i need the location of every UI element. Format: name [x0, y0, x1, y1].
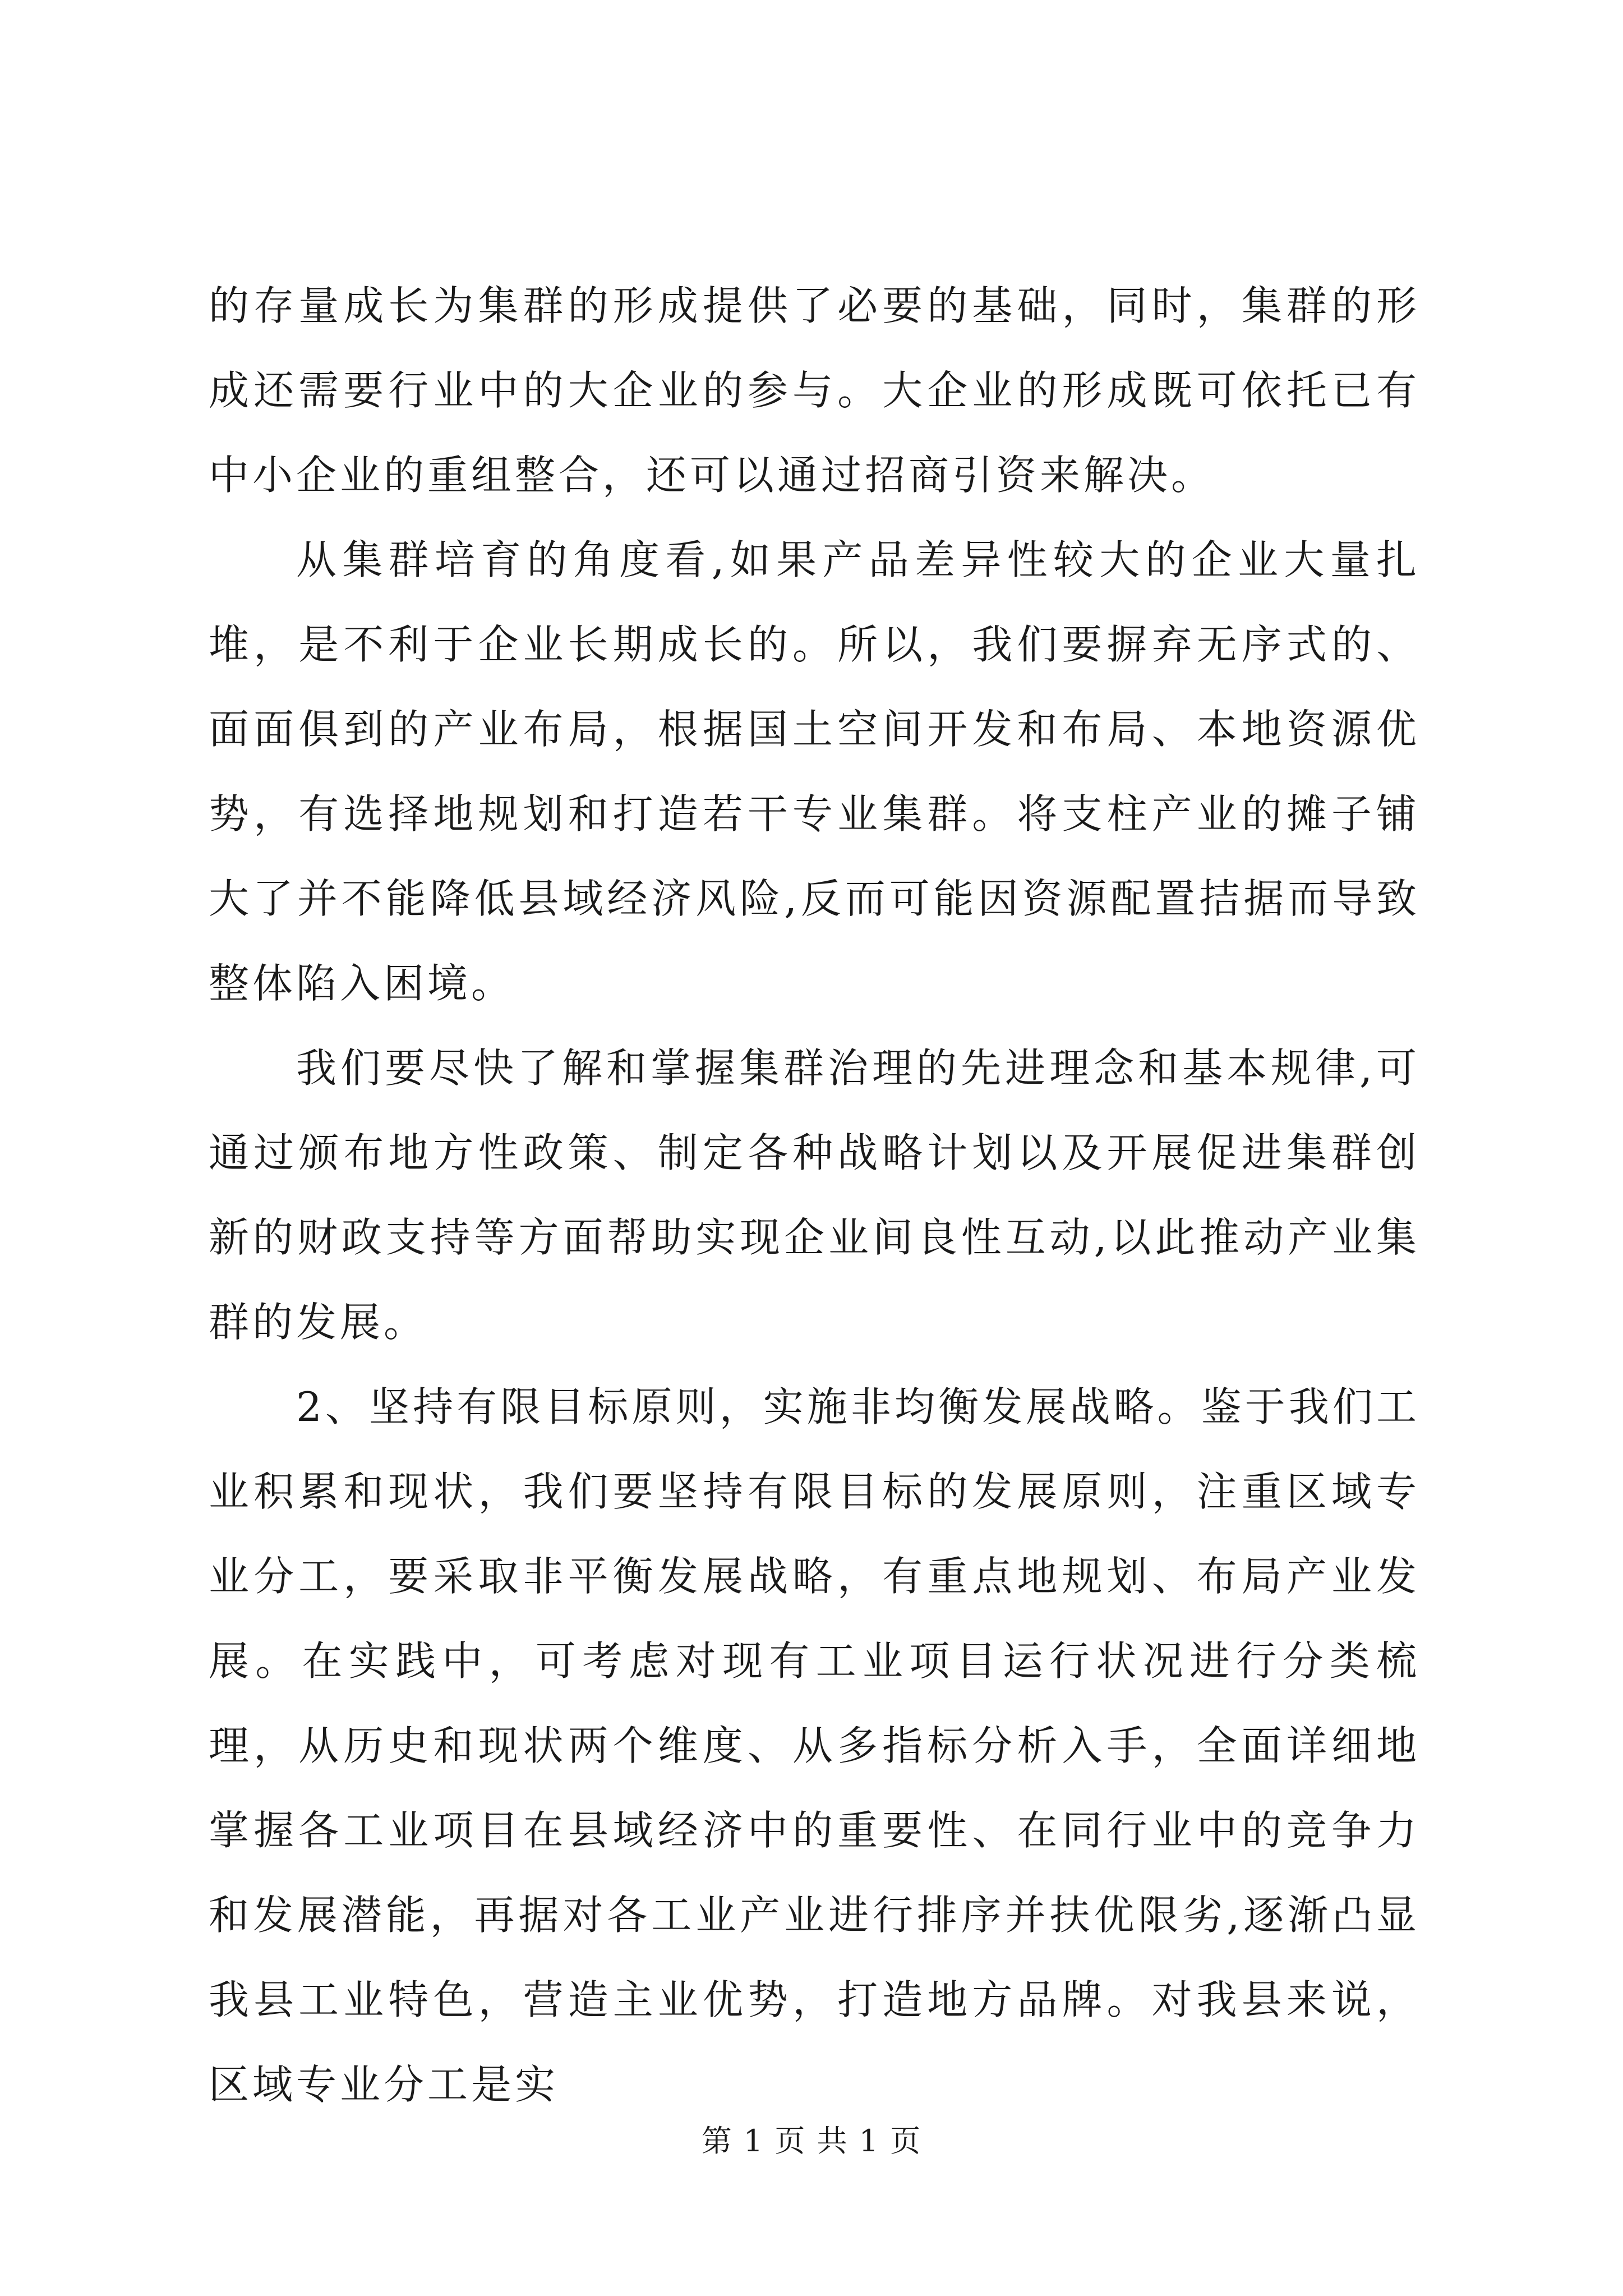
- page-number-footer: 第 1 页 共 1 页: [701, 2123, 922, 2159]
- document-body: [209, 264, 1420, 2127]
- paragraph-4: 2、坚持有限目标原则，实施非均衡发展战略。鉴于我们工业积累和现状，我们要坚持有限目标的发展原则，注重区域专业分工，要采取非平衡发展战略，有重点地规划、布局产业发展。在实践中，可考虑对现有工业项目运行状况进行分类梳理，从历史和现状两个维度、从多指标分析入手，全面详细地掌握各工业项目在县域经济中的重要性、在同行业中的竞争力和发展潜能，再据对各工业产业进行排序并扶优限劣,逐渐凸显我县工业特色，营造主业优势，打造地方品牌。对我县来说，区域专业分工是实: [209, 1383, 1420, 2108]
- paragraph-2: 从集群培育的角度看,如果产品差异性较大的企业大量扎堆，是不利于企业长期成长的。所以，我们要摒弃无序式的、面面俱到的产业布局，根据国土空间开发和布局、本地资源优势，有选择地规划和打造若干专业集群。将支柱产业的摊子铺大了并不能降低县域经济风险,反而可能因资源配置拮据而导致整体陷入困境。: [209, 536, 1420, 1007]
- paragraph-3: 我们要尽快了解和掌握集群治理的先进理念和基本规律,可通过颁布地方性政策、制定各种战略计划以及开展促进集群创新的财政支持等方面帮助实现企业间良性互动,以此推动产业集群的发展。: [209, 1045, 1420, 1346]
- paragraph-1: 的存量成长为集群的形成提供了必要的基础，同时，集群的形成还需要行业中的大企业的参与。大企业的形成既可依托已有中小企业的重组整合，还可以通过招商引资来解决。: [209, 282, 1420, 499]
